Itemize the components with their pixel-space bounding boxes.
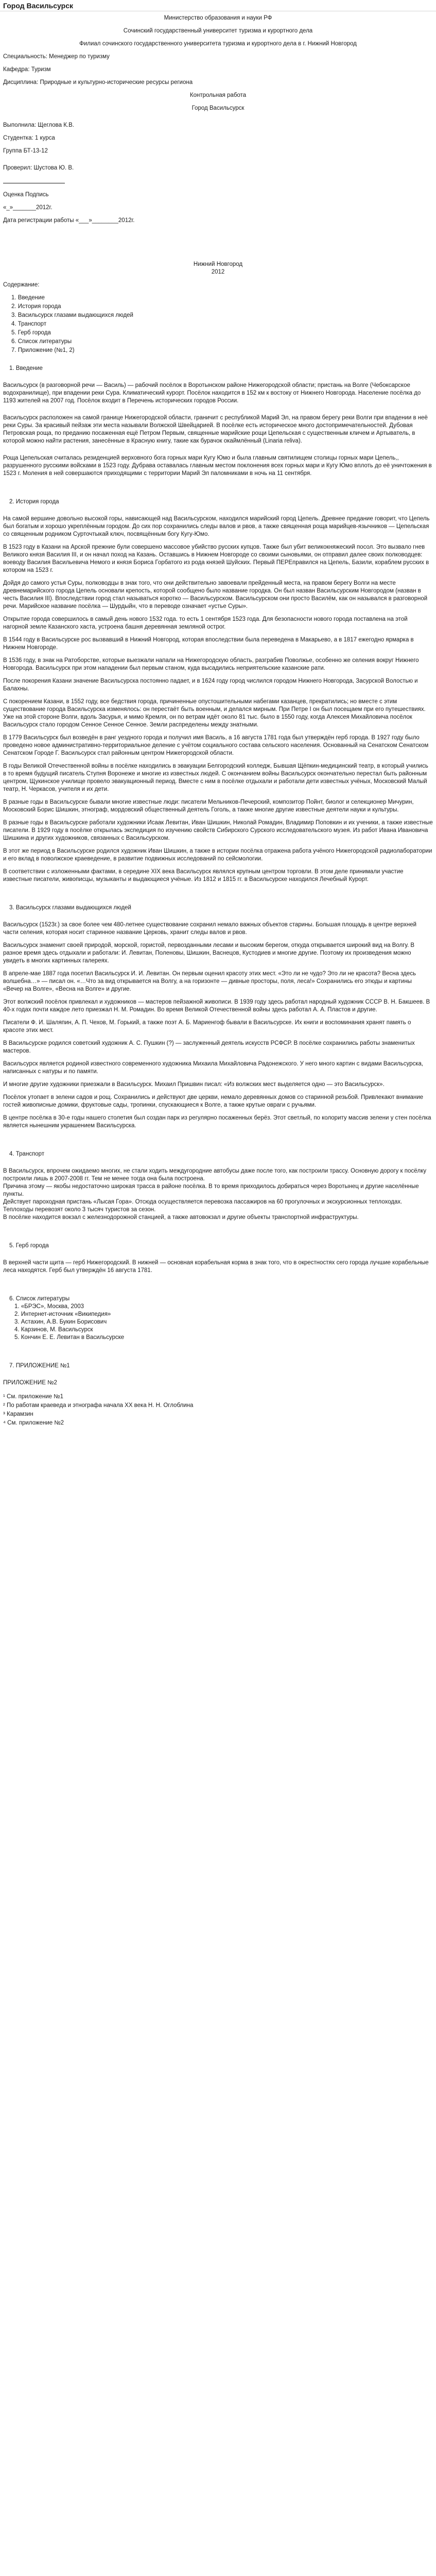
paragraph: В 1779 Васильсурск был возведён в ранг уездного города и получил имя Василь, а 16 августа 1781 года был утверждён герб города. В 1927 году было проведено новое административно-территориальное деление с учётом социального состава сельского населения. Основанный на Сенатском Сенатском Сенатском Городе Г. Васильсурск стал районным центром Нижегородской области. <box>3 735 429 756</box>
paragraph: В соответствии с изложенными фактами, в середине XIX века Васильсурск являлся крупным центром торговли. В этом деле принимали участие известные писатели, живописцы, музыканты и выдающиеся учёные. Из 1812 и 1815 гг. в Васильсурске находился Лечебный Курорт. <box>3 869 404 883</box>
footnote: ⁴ См. приложение №2 <box>3 1420 64 1426</box>
cover-discipline: Дисциплина: Природные и культурно-исторические ресурсы региона <box>3 79 193 86</box>
paragraph: В верхней части щита — герб Нижегородский. В нижней — основная корабельная корма в знак того, что в окрестностях сего города лучшие корабельные леса находятся. Герб был утверждён 16 августа 1781. <box>3 1260 429 1274</box>
paragraph: Дойдя до самого устья Суры, полководцы в знак того, что они действительно завоевали прейденный места, на правом берегу Волги на месте древнемарийского города Цепель основали крепость, которой сообщено было название городка. Он был назван Васильсурским Новгородом (назван в честь Василия III). Впоследствии город стал называться коротко — Васильсурском. Васильсурском они просто Василём, как он назывался в разговорной речи. Марийское название посёлка — Шурдыйн, что в переводе означает «устье Суры». <box>3 580 428 609</box>
paragraph: В Васильсурск, впрочем ожидаемо многих, не стали ходить междугородние автобусы даже после того, как построили трассу. Основную дорогу к посёлку построили лишь в 2007-2008 гг. Тем не менее тогда она была построена. <box>3 1168 427 1182</box>
section-heading: 2. История города <box>9 499 59 505</box>
toc-item: 4. Транспорт <box>11 321 47 327</box>
paragraph: Роща Цепельская считалась резиденцией верховного бога горных мари Кугу Юмо и была главным святилищем столицы горных мари Цепель,, разрушенного русскими войсками в 1523 году. Дубрава оставалась главным местом поклонения всех горных мари и Кугу Юмо вплоть до её уничтожения в 1523 г. Моления в ней совершаются приходящими с территории Марий Эл паломниками в ночь на 11 сентября. <box>3 455 432 477</box>
paragraph: На самой вершине довольно высокой горы, нависающей над Васильсурском, находился марийский город Цепель. Древнее предание говорит, что Цепель был богатым и хорошо укреплённым городом. До сих пор сохранились следы валов и рвов, а также священная роща марийцев-язычников — Цепельская со священным родником Сурточтыкай ключ, посвящённым богу Кугу-Юмо. <box>3 516 430 537</box>
paragraph: В 1536 году, в знак на Ратоборстве, которые выезжали напали на Нижегородскую область, разграбив Поволжье, особенно же селения вокруг Нижнего Новгорода. Васильсурск при этом нападении был первым станом, куда высадились неприятельские казанские рати. <box>3 657 419 671</box>
cover-group: Группа БТ-13-12 <box>3 148 48 154</box>
paragraph: В годы Великой Отечественной войны в посёлке находились в эвакуации Белгородский колледж, Бывшая Щёпкин-медицинский театр, в который учились в то время будущий писатель Ступня Воронеже и многие из известных людей. С окончанием войны Васильсурск окончательно перестал быть районным центром, Щукинское училище провело эвакуационный период. Вместе с ним в посёлке отдыхали и работали дети известных учёных, Московский Малый театр, Н. Черкасов, учителя и их дети. <box>3 763 428 792</box>
paragraph: В разные годы в Васильсурске работали художники Исаак Левитан, Иван Шишкин, Николай Ромадин, Владимир Поповкин и их ученики, а также известные писатели. В 1929 году в посёлке открылась экспедиция по изучению свойств Сибирского Сурского исследовательского музея. Из работ Ивана Ивановича Шишкина и других художников, связанных с Васильсурском. <box>3 820 433 841</box>
document-body <box>0 11 436 1427</box>
cover-student: Студентка: 1 курса <box>3 135 55 141</box>
cover-topic: Город Васильсурск <box>191 105 245 111</box>
cover-specialty: Специальность: Менеджер по туризму <box>3 54 110 60</box>
paragraph: После покорения Казани значение Васильсурска постоянно падает, и в 1624 году город числился городом Нижнего Новгорода, Засурской Волостью и Балахны. <box>3 678 418 692</box>
page-title: Город Васильсурск <box>3 2 74 10</box>
toc-item: 3. Васильсурск глазами выдающихся людей <box>11 312 133 318</box>
paragraph: С покорением Казани, в 1552 году, все бедствия города, причиненные опустошительными набегами казанцев, прекратились; но вместе с этим существование города Васильсурска изменялось: он перестаёт быть военным, и делался мирным. При Петре I он был посещаем при его путешествиях. Уже на этой стороне Волги, вдоль Засурья, и мимо Кремля, он по ветрам идёт около 81 тыс. было в 1550 году, когда Алексея Михайловича посёлок Васильсурск стало городом Сенное Сенное Сенное. Земли распределены между знатными. <box>3 699 426 728</box>
paragraph: Васильсурск является родиной известного современного художника Михаила Михайловича Радонежского. У него много картин с видами Васильсурска, написанных с натуры и по памяти. <box>3 1061 424 1075</box>
toc-item: 2. История города <box>11 303 61 310</box>
paragraph: Посёлок утопает в зелени садов и рощ. Сохранились и действуют две церкви, немало деревянных домов со старинной резьбой. Привлекают внимание гостей живописные домики, фруктовые сады, тропинки, спускающиеся к Волге, а также крутые овраги с ручьями. <box>3 1094 424 1108</box>
toc-item: 5. Герб города <box>11 330 51 336</box>
section-heading: 5. Герб города <box>9 1243 49 1249</box>
paragraph: Васильсурск знаменит своей природой, морской, гористой, первозданными лесами и высоким берегом, откуда открывается широкий вид на Волгу. В разное время здесь отдыхали и работали: И. Левитан, Поленовы, Шишкин, Васнецов, Кустодиев и многие другие. Поэтому их произведения можно увидеть в многих картинных галереях. <box>3 942 415 964</box>
section-heading: 6. Список литературы <box>9 1296 70 1302</box>
reference-item: 5. Кончин Е. Е. Левитан в Васильсурске <box>14 1334 125 1341</box>
footnote: ¹ См. приложение №1 <box>3 1394 63 1400</box>
footnote: ³ Карамзин <box>3 1411 33 1417</box>
paragraph: Писатели Ф. И. Шаляпин, А. П. Чехов, М. Горький, а также поэт А. Б. Мариенгоф бывали в Васильсурске. Их книги и воспоминания хранят память о красоте этих мест. <box>3 1020 411 1033</box>
cover-work-type: Контрольная работа <box>189 92 247 98</box>
paragraph: И многие другие художники приезжали в Васильсурск. Михаил Пришвин писал: «Из волжских мест выделяется одно — это Васильсурск». <box>3 1081 385 1088</box>
reference-item: 3. Астахин, А.В. Букин Борисович <box>14 1319 107 1325</box>
toc-item: 1. Введение <box>11 295 45 301</box>
paragraph: Причина этому — якобы недостаточно широкая трасса в районе посёлка. В то время приходилось добираться через Воротынец и другие населённые пункты. <box>3 1183 419 1197</box>
paragraph: В центре посёлка в 30-е годы нашего столетия был создан парк из регулярно посаженных берёз. Этот светлый, по колориту массив зелени у стен посёлка является нынешним украшением Васильсурска. <box>3 1115 431 1129</box>
cover-ministry: Министерство образования и науки РФ <box>164 15 272 21</box>
paragraph: Васильсурск (в разговорной речи — Василь) — рабочий посёлок в Воротынском районе Нижегородской области; пристань на Волге (Чебоксарское водохранилище), при впадении реки Сура. Климатический курорт. Посёлок находится в 152 км к востоку от Нижнего Новгорода. Население посёлка до 1193 жителей на 2007 год. Посёлок входит в Перечень исторических городов России. <box>3 382 421 404</box>
paragraph: Васильсурск (1523г.) за свое более чем 480-летнее существование сохранил немало важных объектов старины. Большая площадь в центре верхней части селения, которая носит старинное название Церковь, хранит следы валов и рвов. <box>3 922 417 936</box>
paragraph: В апреле-мае 1887 года посетил Васильсурск И. И. Левитан. Он первым оценил красоту этих мест. «Это ли не чудо? Это ли не красота? Весна здесь волшебна…» — писал он. «…Что за вид открывается на Волгу, а на горизонте — дивные просторы, поля, леса!» Сохранились его этюды и картины «Вечер на Волге», «Весна на Волге» и другие. <box>3 971 416 992</box>
paragraph: Действует пароходная пристань «Лысая Гора». Отсюда осуществляется перевозка пассажиров на 60 прогулочных и экскурсионных теплоходах. Теплоходы перевозят около 3 тысяч туристов за сезон. <box>3 1199 403 1213</box>
section-heading: 3. Васильсурск глазами выдающихся людей <box>9 905 131 911</box>
signature-line <box>3 177 65 183</box>
paragraph: В этот же период в Васильсурске родился художник Иван Шишкин, а также в истории посёлка отражена работа учёного Нижегородской радиолаборатории и его вклад в поволжское краеведение, в развитие подвижных исследований по сейсмологии. <box>3 848 432 862</box>
paragraph: Открытие города совершилось в самый день нового 1532 года. то есть 1 сентября 1523 года. Для безопасности нового города поставлена на этой нагорной земле Казанского хаста, устроена башня деревянная земляной острог. <box>3 616 408 630</box>
cover-branch: Филиал сочинского государственного университета туризма и курортного дела в г. Нижний Новгород <box>79 41 357 47</box>
cover-grade: Оценка Подпись <box>3 192 49 198</box>
toc-item: 7. Приложение (№1, 2) <box>11 347 75 353</box>
section-heading: 7. ПРИЛОЖЕНИЕ №1 <box>9 1363 70 1369</box>
cover-reg-date: Дата регистрации работы «___»________2012г. <box>3 217 135 224</box>
paragraph: В 1544 году в Васильсурске рос вызвавший в Нижний Новгород, которая впоследствии была переведена в Макарьево, а в 1817 ежегодно ярмарка в Нижнем Новгороде. <box>3 637 414 651</box>
toc-list <box>11 294 433 354</box>
reference-item: 4. Карзинов, М. Васильсурск <box>14 1327 93 1333</box>
reference-list <box>14 1303 433 1342</box>
paragraph: Васильсурск расположен на самой границе Нижегородской области, граничит с республикой Марий Эл, на правом берегу реки Волги при впадении в неё реки Суры. За красивый пейзаж эти места называли Волжской Швейцарией. В посёлке есть историческое много достопримечательностей. Дубовая Петровская роща, по преданию посаженная ещё Петром Первым, священные марийские рощи Цепельская с существенным кличем и Артыватель, в которой можно найти растения, занесённые в Красную книгу, такие как бурачок окаймлённый (Linaria reliva). <box>3 415 428 444</box>
cover-year: 2012 <box>211 269 225 275</box>
cover-checked: Проверил: Шустова Ю. В. <box>3 165 74 171</box>
toc-title: Содержание: <box>3 282 40 288</box>
page-header <box>0 0 436 11</box>
cover-university: Сочинский государственный университет туризма и курортного дела <box>123 28 313 34</box>
footnote: ² По работам краеведа и этнографа начала XX века Н. Н. Оглоблина <box>3 1402 194 1409</box>
paragraph: В разные годы в Васильсурске бывали многие известные люди: писатели Мельников-Печерский, композитор Пойнт, биолог и селекционер Мичурин, Московский Борис Шишкин, этнограф, мордовский общественный деятель Гоголь, а также многие другие известные деятели науки и культуры. <box>3 799 414 813</box>
cover-department: Кафедра: Туризм <box>3 66 51 73</box>
paragraph: В 1523 году в Казани на Арской прежние були совершено массовое убийство русских купцов. Также был убит великокняжеский посол. Это вызвало гнев Великого князя Василия III, и он начал поход на Казань. Оставшись в Нижнем Новгороде со своими сыновьями, он отправил далее своих полководцев: воеводу Василия Васильевича Немого и князя Бориса Горбатого из рода князей Шуйских. Первый ПЕРЕправился на Цепель, Базили, кораблем русских в котором на 1523 г. <box>3 544 429 573</box>
paragraph: В Васильсурске родился советский художник А. С. Пушкин (?) — заслуженный деятель искусств РСФСР. В посёлке сохранились работы знаменитых мастеров. <box>3 1040 415 1054</box>
cover-city: Нижний Новгород <box>193 261 243 267</box>
cover-grade-date: «_»_______2012г. <box>3 205 53 211</box>
cover-author: Выполнила: Щеглова К.В. <box>3 122 74 128</box>
paragraph: В посёлке находится вокзал с железнодорожной станцией, а также автовокзал и другие объекты транспортной инфраструктуры. <box>3 1214 359 1221</box>
reference-item: 1. «БРЭС», Москва, 2003 <box>14 1303 84 1310</box>
reference-item: 2. Интернет-источник «Википедия» <box>14 1311 111 1317</box>
appendix-heading: ПРИЛОЖЕНИЕ №2 <box>3 1380 57 1386</box>
toc-item: 6. Список литературы <box>11 338 72 345</box>
section-heading: 1. Введение <box>9 365 43 371</box>
section-heading: 4. Транспорт <box>9 1151 45 1157</box>
paragraph: Этот волжский посёлок привлекал и художников — мастеров пейзажной живописи. В 1939 году здесь работал народный художник СССР В. Н. Бакшеев. В 40-х годах почти каждое лето приезжал Н. М. Ромадин. Во время Великой Отечественной войны здесь работал А. А. Пластов и другие. <box>3 999 430 1013</box>
